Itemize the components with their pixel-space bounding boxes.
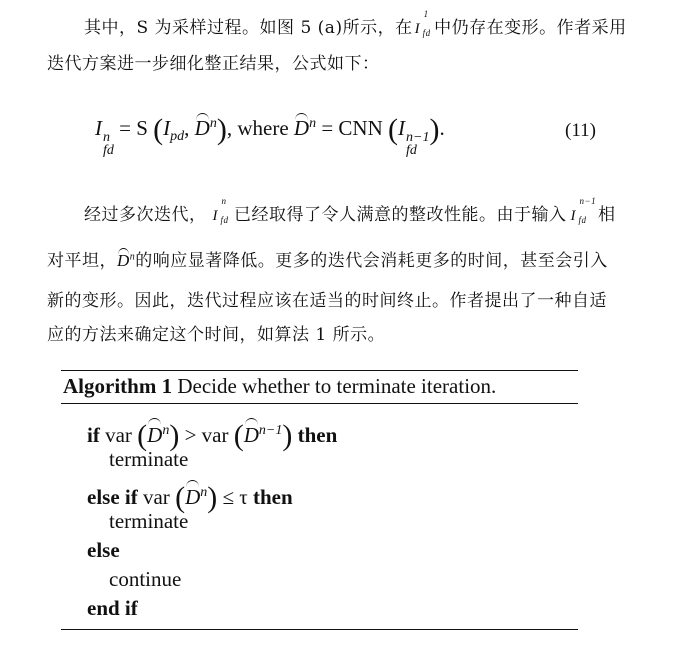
paragraph-2-line-1 <box>84 196 616 225</box>
equation-number: (11) <box>565 120 596 141</box>
algorithm-body <box>61 404 578 630</box>
paren-close: ) <box>216 113 227 146</box>
eq-lhs-scripts <box>103 131 114 157</box>
eq-cnn-base: I <box>398 116 406 140</box>
d-hat-sup: n−1 <box>258 423 283 438</box>
paren-close: ) <box>429 113 440 146</box>
eq-lhs-base: I <box>95 116 102 140</box>
eq-arg2-base: D <box>194 116 210 140</box>
algo-line-elseif <box>87 478 578 514</box>
paragraph-2-line-4: 应的方法来确定这个时间，如算法 1 所示。 <box>47 325 386 345</box>
paragraph-1 <box>47 9 677 74</box>
algorithm-label: Algorithm 1 <box>63 374 173 398</box>
d-hat: D <box>244 421 259 450</box>
eq-cnn-sub: fd <box>406 143 417 158</box>
eq-equals-cnn: = CNN <box>316 116 383 140</box>
paren-open: ( <box>175 481 186 514</box>
kw-then: then <box>297 423 338 447</box>
paragraph-2 <box>47 196 677 350</box>
inline-math-symbol <box>414 9 431 38</box>
eq-lhs-sub: fd <box>103 143 114 158</box>
d-hat: D <box>147 421 162 450</box>
inline-d-hat: D <box>117 251 130 270</box>
paren-open: ( <box>137 419 148 452</box>
eq-arg1-sub: pd <box>170 129 185 145</box>
algo-line-continue: continue <box>109 567 182 591</box>
kw-then: then <box>252 485 293 509</box>
paragraph-2-line-3: 新的变形。因此，迭代过程应该在适当的时间终止。作者提出了一种自适 <box>47 291 607 311</box>
equation-11 <box>95 113 445 157</box>
paren-open: ( <box>153 113 164 146</box>
paragraph-1-line-1 <box>84 9 627 38</box>
inline-math-symbol <box>212 196 229 225</box>
paragraph-1-line-2: 迭代方案进一步细化整正结果，公式如下： <box>47 54 380 74</box>
algo-line-terminate-2: terminate <box>109 509 189 533</box>
inline-math-symbol <box>570 196 597 225</box>
eq-comma: , <box>184 116 195 140</box>
eq-rhs-base: D <box>293 116 310 140</box>
eq-where: , where <box>226 116 294 140</box>
algorithm-1 <box>61 370 578 630</box>
symbol-sub: fd <box>220 215 229 225</box>
text-span: 已经取得了令人满意的整改性能。由于输入 <box>234 205 567 225</box>
symbol-sub: fd <box>422 28 431 38</box>
symbol-base: I <box>212 208 218 224</box>
kw-else-if: else if <box>87 485 138 509</box>
fn-var: var <box>142 485 170 509</box>
symbol-sup: 1 <box>423 9 429 19</box>
text-span: 的响应显著降低。更多的迭代会消耗更多的时间，甚至会引入 <box>135 251 608 271</box>
inline-d-hat-sup: n <box>129 251 136 263</box>
algorithm-caption: Decide whether to terminate iteration. <box>172 374 497 398</box>
d-hat-sup: n <box>162 423 170 438</box>
symbol-sup: n <box>221 196 227 206</box>
algo-line-if <box>87 416 578 452</box>
algorithm-title <box>61 370 578 404</box>
paren-close: ) <box>282 419 293 452</box>
eq-lhs-sup: n <box>103 130 110 145</box>
d-hat-sup: n <box>200 485 208 500</box>
paren-close: ) <box>207 481 218 514</box>
fn-var: var <box>105 423 132 447</box>
symbol-base: I <box>570 208 576 224</box>
symbol-base: I <box>414 21 421 37</box>
fn-var: var <box>201 423 229 447</box>
paren-open: ( <box>388 113 399 146</box>
eq-cnn-sup: n−1 <box>406 130 430 145</box>
text-span: 其中，S 为采样过程。如图 5 (a)所示，在 <box>84 18 413 38</box>
d-hat: D <box>185 483 200 512</box>
op-le-tau: ≤ τ <box>217 485 253 509</box>
algo-line-terminate-1: terminate <box>109 447 189 471</box>
algo-line-else: else <box>87 538 120 562</box>
kw-if: if <box>87 423 100 447</box>
op-gt: > <box>179 423 202 447</box>
text-span: 对平坦， <box>47 251 117 271</box>
eq-arg2-sup: n <box>209 116 217 131</box>
algo-line-endif: end if <box>87 596 138 620</box>
text-span: 经过多次迭代， <box>84 205 207 225</box>
paren-open: ( <box>233 419 244 452</box>
eq-period: . <box>439 116 445 140</box>
text-span: 中仍存在变形。作者采用 <box>434 18 627 38</box>
paren-close: ) <box>169 419 180 452</box>
paragraph-2-line-2 <box>47 246 608 271</box>
eq-rhs-sup: n <box>309 116 317 131</box>
symbol-sup: n−1 <box>579 196 597 206</box>
eq-equals-s: = S <box>113 116 148 140</box>
eq-cnn-scripts <box>406 131 429 157</box>
eq-arg1-base: I <box>163 116 171 140</box>
symbol-sub: fd <box>578 215 587 225</box>
text-span: 相 <box>598 205 616 225</box>
